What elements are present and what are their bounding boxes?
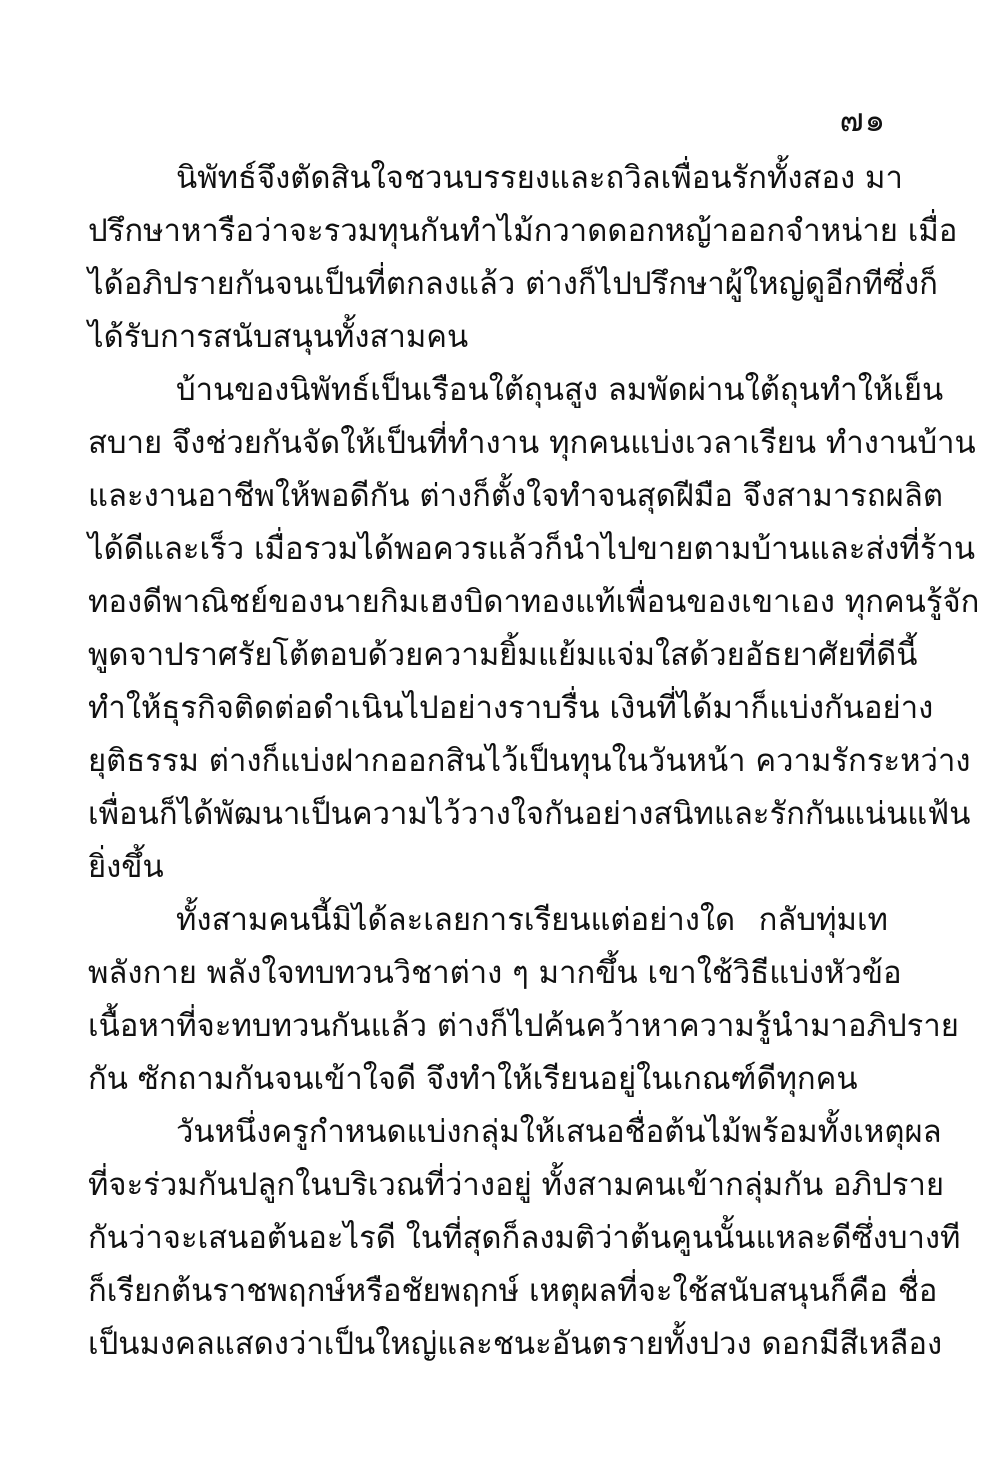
- paragraph-4: [88, 1106, 961, 1371]
- text-line: กันว่าจะเสนอต้นอะไรดี ในที่สุดก็ลงมติว่าต้นคูนนั้นแหละดีซึ่งบางที: [88, 1220, 961, 1256]
- page-body: [88, 152, 980, 1371]
- text-line: ยิ่งขึ้น: [88, 849, 164, 885]
- text-line: บ้านของนิพัทธ์เป็นเรือนใต้ถุนสูง ลมพัดผ่านใต้ถุนทำให้เย็น: [176, 372, 944, 408]
- text-line: และงานอาชีพให้พอดีกัน ต่างก็ตั้งใจทำจนสุดฝีมือ จึงสามารถผลิต: [88, 478, 943, 514]
- text-line: เพื่อนก็ได้พัฒนาเป็นความไว้วางใจกันอย่างสนิทและรักกันแน่นแฟ้น: [88, 796, 971, 832]
- text-line: วันหนึ่งครูกำหนดแบ่งกลุ่มให้เสนอชื่อต้นไม้พร้อมทั้งเหตุผล: [176, 1114, 942, 1150]
- paragraph-1: [88, 152, 958, 364]
- text-line: นิพัทธ์จึงตัดสินใจชวนบรรยงและถวิลเพื่อนรักทั้งสอง มา: [176, 160, 903, 196]
- paragraph-3: [88, 894, 959, 1106]
- text-line: เป็นมงคลแสดงว่าเป็นใหญ่และชนะอันตรายทั้งปวง ดอกมีสีเหลือง: [88, 1326, 943, 1362]
- text-line: ทั้งสามคนนี้มิได้ละเลยการเรียนแต่อย่างใด กลับทุ่มเท: [176, 902, 888, 938]
- text-line: สบาย จึงช่วยกันจัดให้เป็นที่ทำงาน ทุกคนแบ่งเวลาเรียน ทำงานบ้าน: [88, 425, 976, 461]
- text-line: ปรึกษาหารือว่าจะรวมทุนกันทำไม้กวาดดอกหญ้าออกจำหน่าย เมื่อ: [88, 213, 958, 249]
- text-line: ได้รับการสนับสนุนทั้งสามคน: [88, 319, 469, 355]
- text-line: เนื้อหาที่จะทบทวนกันแล้ว ต่างก็ไปค้นคว้าหาความรู้นำมาอภิปราย: [88, 1008, 959, 1044]
- page-number: ๗๑: [839, 101, 886, 139]
- text-line: ยุติธรรม ต่างก็แบ่งฝากออกสินไว้เป็นทุนในวันหน้า ความรักระหว่าง: [88, 743, 971, 779]
- text-line: กัน ซักถามกันจนเข้าใจดี จึงทำให้เรียนอยู่ในเกณฑ์ดีทุกคน: [88, 1061, 858, 1097]
- text-line: ได้อภิปรายกันจนเป็นที่ตกลงแล้ว ต่างก็ไปปรึกษาผู้ใหญ่ดูอีกทีซึ่งก็: [88, 266, 938, 302]
- text-line: ทำให้ธุรกิจติดต่อดำเนินไปอย่างราบรื่น เงินที่ได้มาก็แบ่งกันอย่าง: [88, 690, 934, 726]
- text-line: พูดจาปราศรัยโต้ตอบด้วยความยิ้มแย้มแจ่มใสด้วยอัธยาศัยที่ดีนี้: [88, 637, 918, 673]
- paragraph-2: [88, 364, 980, 894]
- text-line: ที่จะร่วมกันปลูกในบริเวณที่ว่างอยู่ ทั้งสามคนเข้ากลุ่มกัน อภิปราย: [88, 1167, 945, 1203]
- text-line: ก็เรียกต้นราชพฤกษ์หรือชัยพฤกษ์ เหตุผลที่จะใช้สนับสนุนก็คือ ชื่อ: [88, 1273, 938, 1309]
- text-line: ได้ดีและเร็ว เมื่อรวมได้พอควรแล้วก็นำไปขายตามบ้านและส่งที่ร้าน: [88, 531, 976, 567]
- text-line: ทองดีพาณิชย์ของนายกิมเฮงบิดาทองแท้เพื่อนของเขาเอง ทุกคนรู้จัก: [88, 584, 980, 620]
- text-line: พลังกาย พลังใจทบทวนวิชาต่าง ๆ มากขึ้น เขาใช้วิธีแบ่งหัวข้อ: [88, 955, 902, 991]
